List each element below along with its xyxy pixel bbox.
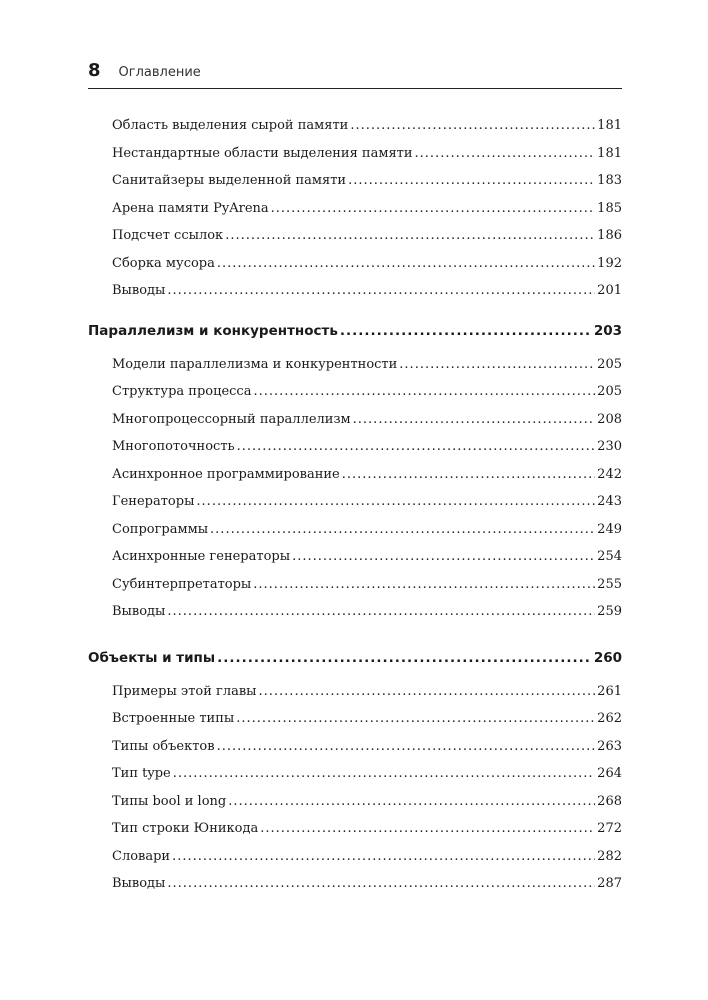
toc-entry: Выводы ..... 201	[88, 283, 622, 311]
toc-entry: Сборка мусора ..... 192	[88, 256, 622, 284]
toc-entry: Примеры этой главы ..... 261	[88, 684, 622, 712]
toc-entry: Словари ..... 282	[88, 849, 622, 877]
toc-entry: Генераторы ..... 243	[88, 494, 622, 522]
toc-entry: Структура процесса ..... 205	[88, 384, 622, 412]
toc-entry: Модели параллелизма и конкурентности ..... 205	[88, 357, 622, 385]
toc-entry: Область выделения сырой памяти ..... 181	[88, 118, 622, 146]
page-number: 8	[88, 60, 101, 81]
page-header	[88, 60, 622, 89]
toc-entry: Асинхронные генераторы ..... 254	[88, 549, 622, 577]
running-title: Оглавление	[118, 65, 201, 80]
toc-entry: Подсчет ссылок ..... 186	[88, 228, 622, 256]
toc-entry: Субинтерпретаторы ..... 255	[88, 577, 622, 605]
table-of-contents	[88, 118, 622, 904]
toc-entry: Асинхронное программирование ..... 242	[88, 467, 622, 495]
toc-entry: Встроенные типы ..... 262	[88, 711, 622, 739]
toc-chapter-entry: Объекты и типы ..... 260	[88, 650, 622, 680]
toc-entry: Нестандартные области выделения памяти ..... 181	[88, 146, 622, 174]
toc-entry: Типы bool и long ..... 268	[88, 794, 622, 822]
toc-entry: Выводы ..... 287	[88, 876, 622, 904]
toc-entry: Многопроцессорный параллелизм ..... 208	[88, 412, 622, 440]
toc-entry: Санитайзеры выделенной памяти ..... 183	[88, 173, 622, 201]
toc-entry: Типы объектов ..... 263	[88, 739, 622, 767]
toc-entry: Тип type ..... 264	[88, 766, 622, 794]
toc-chapter-entry: Параллелизм и конкурентность ..... 203	[88, 323, 622, 353]
toc-entry: Многопоточность ..... 230	[88, 439, 622, 467]
toc-entry: Арена памяти PyArena ..... 185	[88, 201, 622, 229]
toc-entry: Тип строки Юникода ..... 272	[88, 821, 622, 849]
toc-entry: Сопрограммы ..... 249	[88, 522, 622, 550]
toc-entry: Выводы ..... 259	[88, 604, 622, 632]
